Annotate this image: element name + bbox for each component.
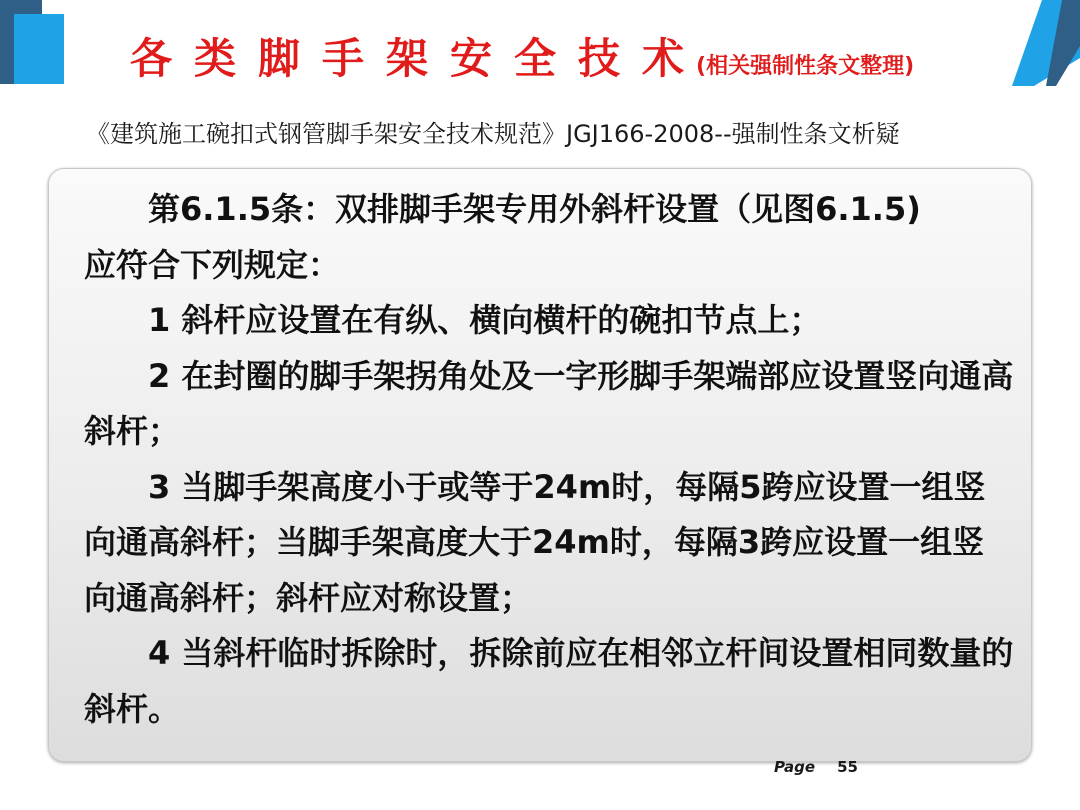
clause-intro: 应符合下列规定：: [84, 245, 341, 284]
title-note: (相关强制性条文整理): [696, 54, 915, 79]
clause-item: 3 当脚手架高度小于或等于24m时，每隔5跨应设置一组竖向通高斜杆；当脚手架高度大于24m时，每隔3跨应设置一组竖向通高斜杆；斜杆应对称设置；: [84, 467, 986, 617]
page-label: Page: [774, 758, 816, 776]
clause-heading: 第6.1.5条：双排脚手架专用外斜杆设置（见图6.1.5): [148, 190, 921, 228]
clause-content: [84, 182, 1014, 737]
page-footer: [774, 758, 858, 776]
clause-item: 4 当斜杆临时拆除时，拆除前应在相邻立杆间设置相同数量的斜杆。: [84, 634, 1014, 728]
clause-item: 2 在封圈的脚手架拐角处及一字形脚手架端部应设置竖向通高斜杆；: [84, 356, 1014, 450]
clause-item: 1 斜杆应设置在有纵、横向横杆的碗扣节点上；: [148, 301, 822, 339]
document-subtitle: 《建筑施工碗扣式钢管脚手架安全技术规范》JGJ166-2008--强制性条文析疑: [86, 120, 900, 148]
page-title: [130, 26, 990, 86]
corner-decoration-light: [14, 14, 64, 84]
title-main: 各类脚手架安全技术: [130, 34, 707, 83]
corner-decoration-right: [1000, 0, 1080, 86]
page-number: 55: [837, 758, 858, 776]
